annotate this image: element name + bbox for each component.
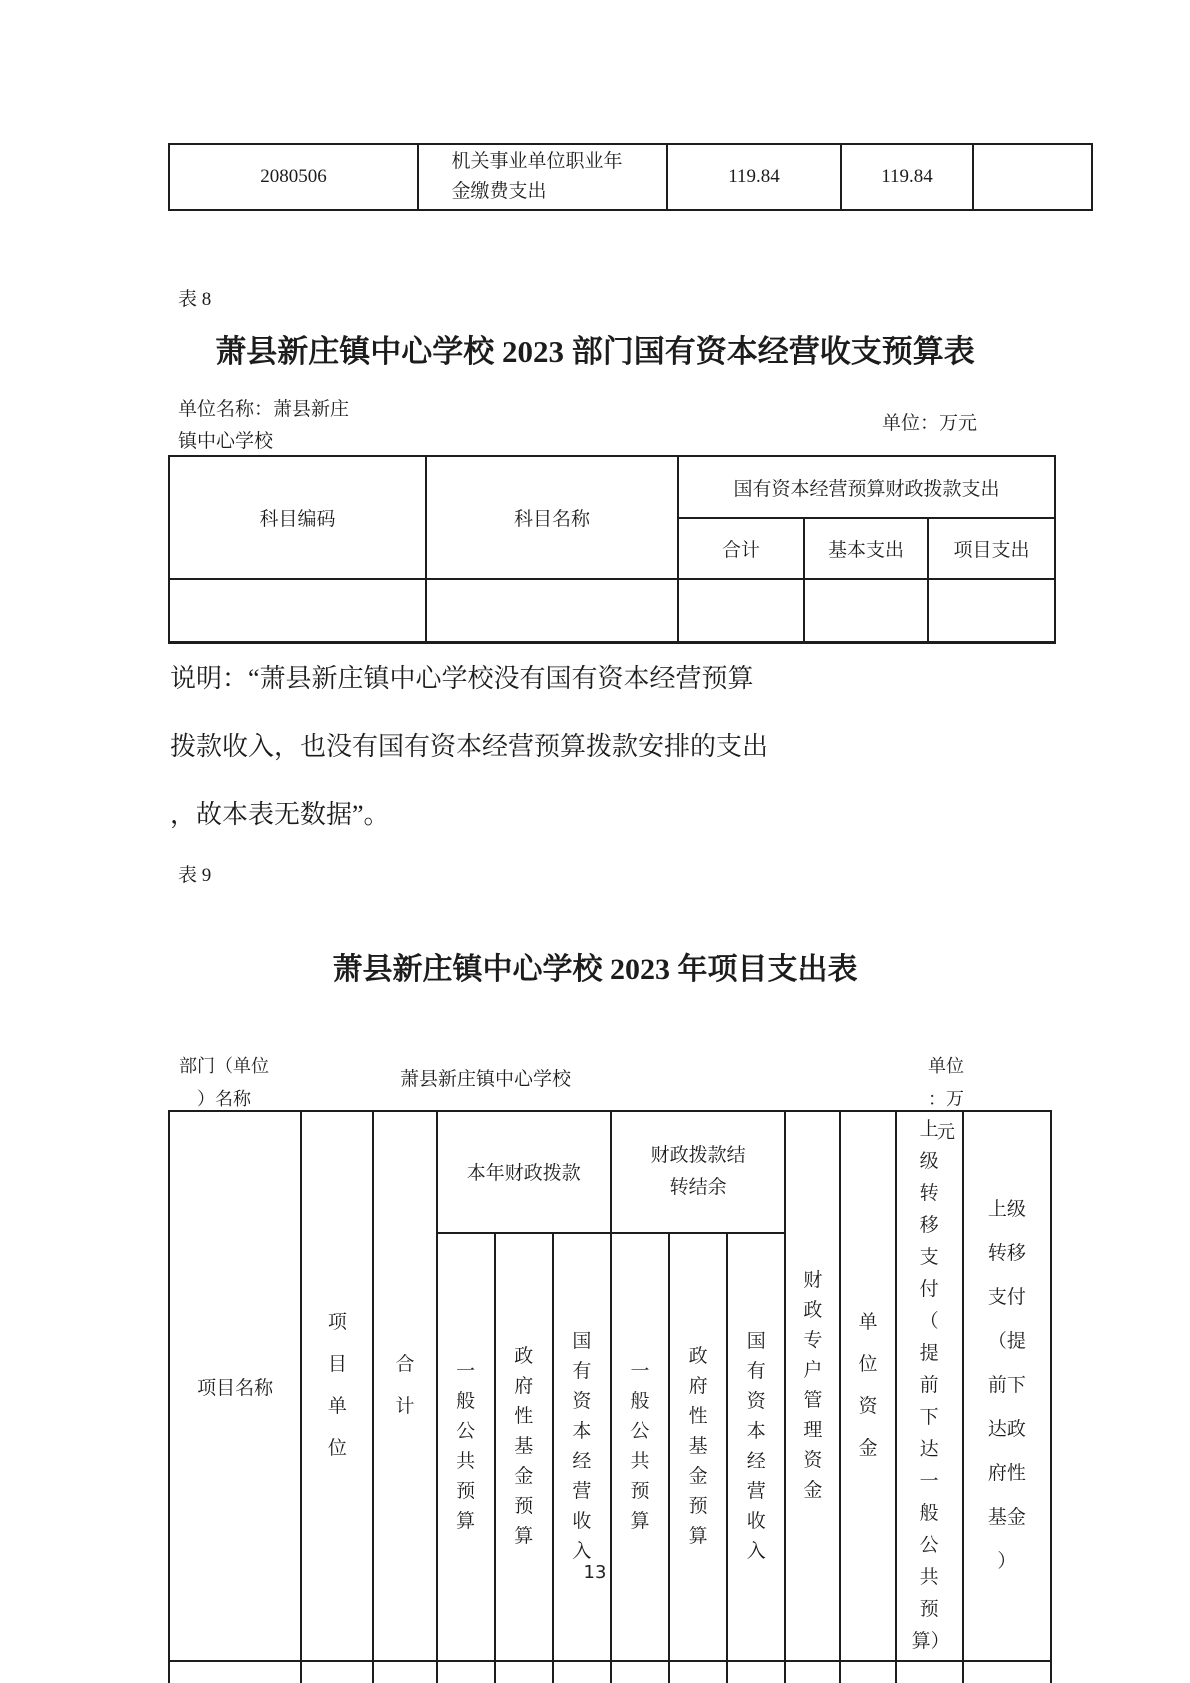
state-capital-income-text: 国有资本经营收入 bbox=[746, 1330, 766, 1562]
gov-fund-budget-text: 政府性基金预算 bbox=[514, 1345, 534, 1547]
empty-cell bbox=[437, 1661, 495, 1683]
table9-col-state-capital-income-carryover bbox=[727, 1233, 785, 1661]
table8-empty-data-row bbox=[169, 579, 1055, 642]
gov-fund-budget-text: 政府性基金预算 bbox=[688, 1345, 708, 1547]
empty-cell bbox=[373, 1661, 436, 1683]
general-budget-text: 一般公共预算 bbox=[630, 1360, 650, 1532]
subject-code-cell: 2080506 bbox=[169, 144, 418, 210]
transfer-general-text: 上级转移支付（提前下达一般公共预算） bbox=[911, 1119, 950, 1652]
table8-col-project-expense: 项目支出 bbox=[928, 518, 1055, 579]
table8-state-capital-budget-table bbox=[168, 455, 1056, 644]
project-expense-amount-cell bbox=[973, 144, 1092, 210]
table8-title: 萧县新庄镇中心学校 2023 部门国有资本经营收支预算表 bbox=[215, 334, 975, 369]
table9-unit-label: 单位：万元 bbox=[928, 1056, 964, 1142]
empty-cell bbox=[840, 1661, 895, 1683]
table9-tag: 表 9 bbox=[178, 865, 212, 886]
table9-col-general-budget-carryover bbox=[611, 1233, 669, 1661]
empty-cell bbox=[896, 1661, 963, 1683]
empty-cell bbox=[169, 1661, 301, 1683]
table9-col-gov-fund-budget-current bbox=[495, 1233, 553, 1661]
table8-group-header: 国有资本经营预算财政拨款支出 bbox=[678, 456, 1055, 518]
table9-dept-label: 部门（单位）名称 bbox=[179, 1056, 269, 1109]
carryover-group-text: 财政拨款结转结余 bbox=[650, 1144, 746, 1198]
transfer-gov-fund-text: 上级转移支付（提前下达政府性基金） bbox=[987, 1199, 1026, 1572]
fiscal-special-account-text: 财政专户管理资金 bbox=[803, 1270, 823, 1501]
empty-cell bbox=[169, 579, 426, 642]
table8-unit-name: 单位名称：萧县新庄镇中心学校 bbox=[178, 399, 350, 452]
table9-project-expense-table bbox=[168, 1110, 1052, 1683]
empty-cell bbox=[785, 1661, 840, 1683]
subject-name-text: 机关事业单位职业年金缴费支出 bbox=[451, 151, 623, 202]
table8-col-basic-expense: 基本支出 bbox=[804, 518, 928, 579]
basic-expense-amount-cell: 119.84 bbox=[841, 144, 973, 210]
empty-cell bbox=[301, 1661, 373, 1683]
subject-name-cell bbox=[418, 144, 667, 210]
empty-cell bbox=[611, 1661, 669, 1683]
table9-dept-value: 萧县新庄镇中心学校 bbox=[400, 1069, 572, 1090]
empty-cell bbox=[426, 579, 678, 642]
empty-cell bbox=[553, 1661, 611, 1683]
table9-col-gov-fund-budget-carryover bbox=[669, 1233, 727, 1661]
table8-note: 说明：“萧县新庄镇中心学校没有国有资本经营预算拨款收入，也没有国有资本经营预算拨款安排的支出，故本表无数据”。 bbox=[170, 664, 769, 829]
empty-cell bbox=[495, 1661, 553, 1683]
table9-header-row-1 bbox=[169, 1111, 1051, 1233]
table9-col-project-name: 项目名称 bbox=[169, 1111, 301, 1661]
page-number: 13 bbox=[583, 1562, 607, 1583]
empty-cell bbox=[804, 579, 928, 642]
carryover-expense-table bbox=[168, 143, 1093, 211]
table8-col-subject-code: 科目编码 bbox=[169, 456, 426, 579]
project-unit-text: 项目单位 bbox=[327, 1312, 347, 1459]
state-capital-income-text: 国有资本经营收入 bbox=[572, 1330, 592, 1562]
table9-group-current-year: 本年财政拨款 bbox=[437, 1111, 611, 1233]
table8-unit-label: 单位：万元 bbox=[881, 413, 977, 434]
total-text: 合计 bbox=[395, 1354, 415, 1417]
table8-col-subject-name: 科目名称 bbox=[426, 456, 678, 579]
table8-tag: 表 8 bbox=[178, 289, 212, 310]
table9-group-carryover bbox=[611, 1111, 785, 1233]
empty-cell bbox=[928, 579, 1055, 642]
table9-col-state-capital-income-current bbox=[553, 1233, 611, 1661]
empty-cell bbox=[963, 1661, 1051, 1683]
empty-cell bbox=[669, 1661, 727, 1683]
table8-header-row-1 bbox=[169, 456, 1055, 518]
table-row bbox=[169, 144, 1092, 210]
empty-cell bbox=[678, 579, 804, 642]
unit-funds-text: 单位资金 bbox=[858, 1312, 878, 1459]
empty-cell bbox=[727, 1661, 785, 1683]
table9-col-general-budget-current bbox=[437, 1233, 495, 1661]
total-amount-cell: 119.84 bbox=[667, 144, 841, 210]
table9-empty-data-row bbox=[169, 1661, 1051, 1683]
table9-title: 萧县新庄镇中心学校 2023 年项目支出表 bbox=[332, 953, 858, 986]
general-budget-text: 一般公共预算 bbox=[456, 1360, 476, 1532]
table8-col-total: 合计 bbox=[678, 518, 804, 579]
